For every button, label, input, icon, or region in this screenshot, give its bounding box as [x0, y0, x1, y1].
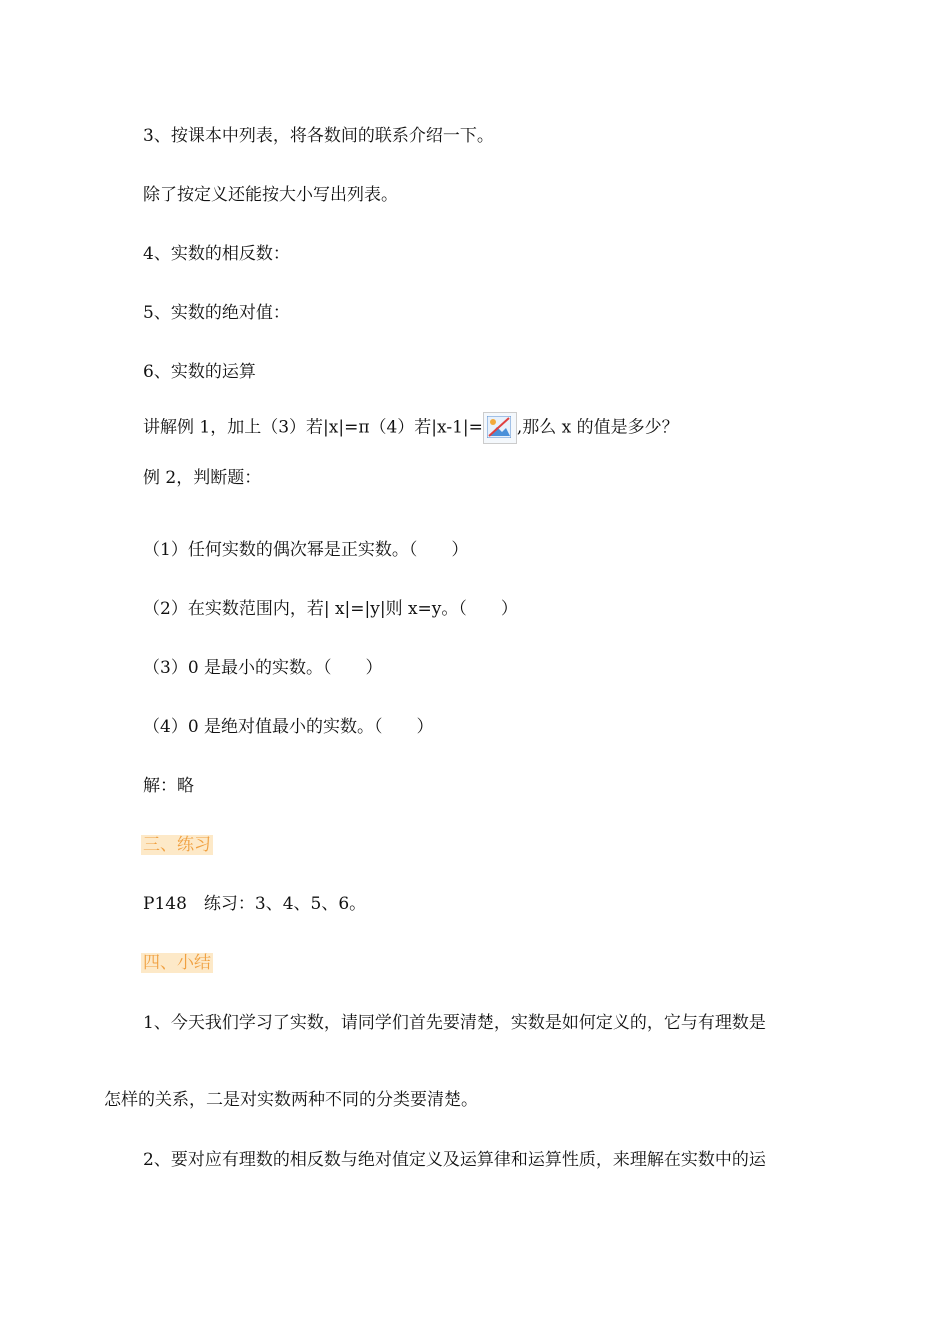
- text-line-7: 例 2，判断题：: [143, 468, 262, 488]
- broken-image-icon: [483, 412, 517, 444]
- judge-item-3: （3）0 是最小的实数。（ ）: [143, 658, 383, 678]
- practice-line: P148 练习：3、4、5、6。: [143, 894, 367, 914]
- heading-summary-label: 四、小结: [143, 953, 211, 973]
- text-line-3: 4、实数的相反数：: [143, 244, 290, 264]
- summary-line-1: 1、今天我们学习了实数，请同学们首先要清楚，实数是如何定义的，它与有理数是: [143, 1013, 766, 1033]
- judge-item-2: （2）在实数范围内，若| x|=|y|则 x=y。（ ）: [143, 599, 518, 619]
- text-line-5: 6、实数的运算: [143, 362, 256, 382]
- summary-line-2: 怎样的关系，二是对实数两种不同的分类要清楚。: [104, 1090, 478, 1110]
- section-heading-summary: [141, 951, 213, 975]
- example-1-question: ,那么 x 的值是多少？: [516, 417, 679, 438]
- example-1-text: 讲解例 1，加上（3）若|x|=π（4）若|x-1|=: [143, 417, 483, 438]
- judge-item-1: （1）任何实数的偶次幂是正实数。（ ）: [143, 540, 469, 560]
- text-line-2: 除了按定义还能按大小写出列表。: [143, 185, 398, 205]
- heading-practice-label: 三、练习: [143, 835, 211, 855]
- text-line-4: 5、实数的绝对值：: [143, 303, 290, 323]
- solution-line: 解：略: [143, 776, 194, 796]
- judge-item-4: （4）0 是绝对值最小的实数。（ ）: [143, 717, 434, 737]
- text-line-6: [143, 412, 679, 444]
- text-line-1: 3、按课本中列表，将各数间的联系介绍一下。: [143, 126, 494, 146]
- summary-line-3: 2、要对应有理数的相反数与绝对值定义及运算律和运算性质，来理解在实数中的运: [143, 1150, 766, 1170]
- section-heading-practice: [141, 833, 213, 857]
